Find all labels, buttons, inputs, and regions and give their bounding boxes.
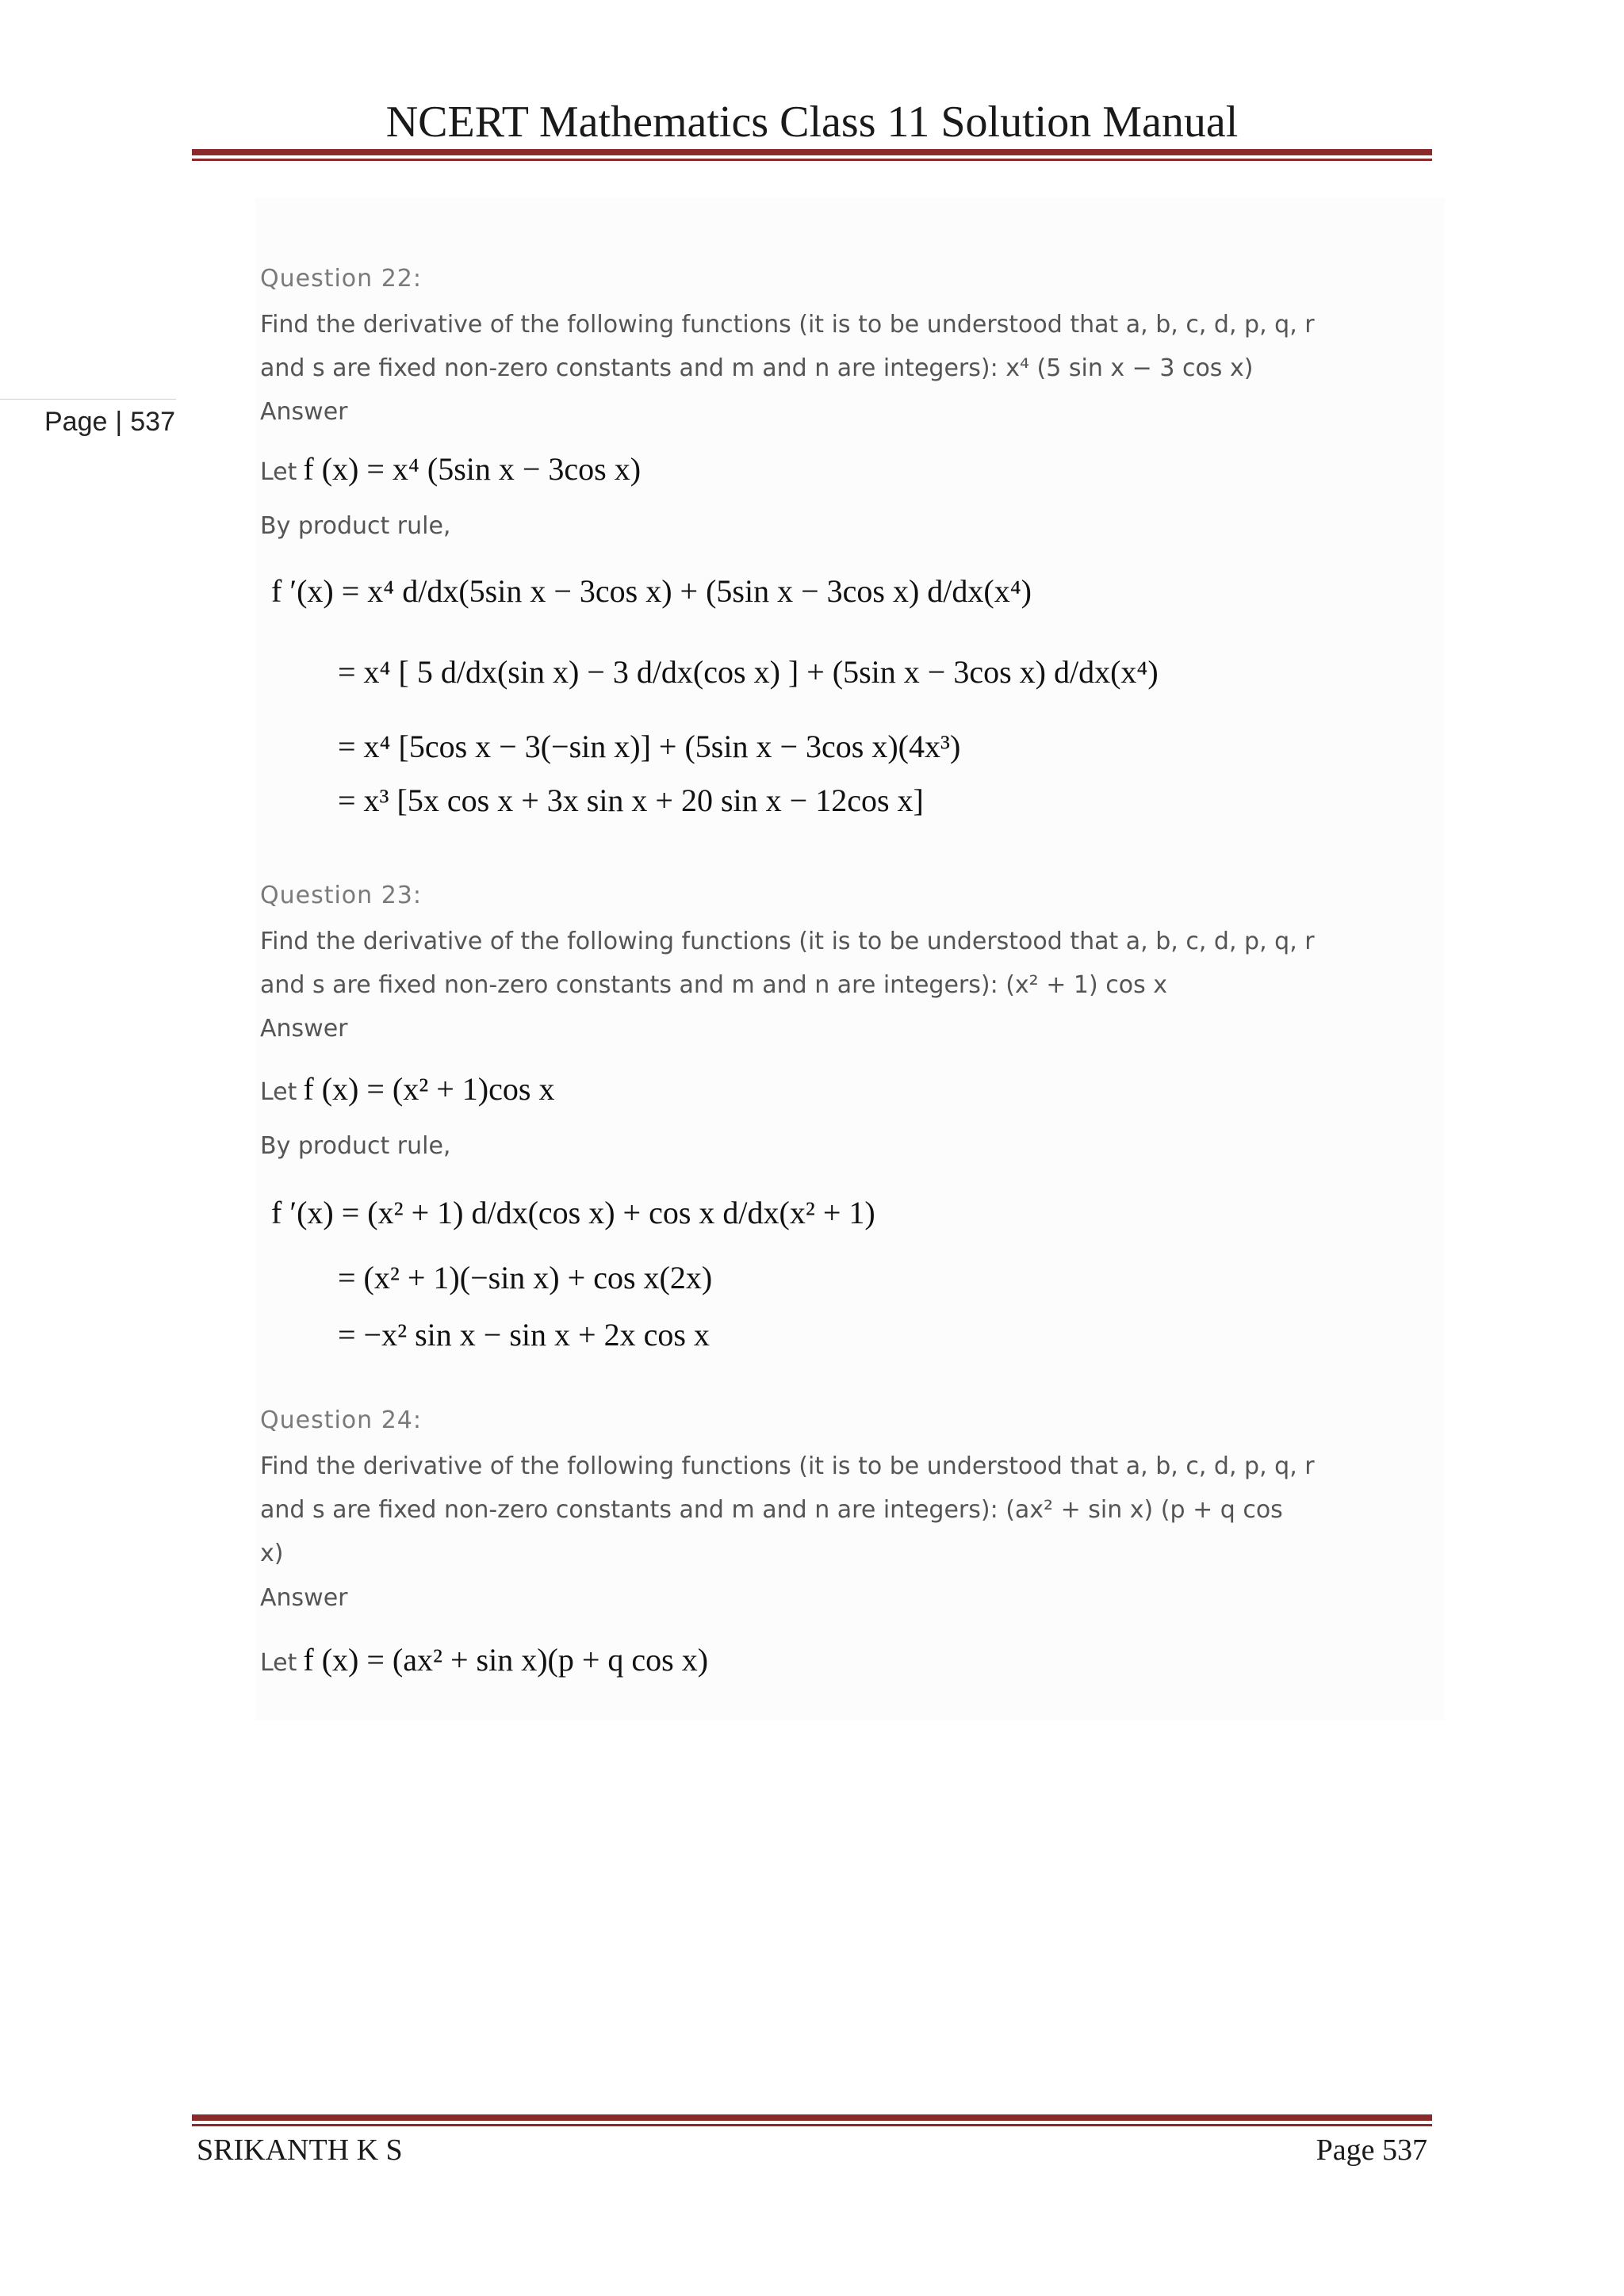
question-22-answer-label: Answer (260, 398, 348, 426)
question-22-function: f (x) = x⁴ (5sin x − 3cos x) (303, 451, 642, 487)
question-23-let (260, 1070, 554, 1108)
page-header-title: NCERT Mathematics Class 11 Solution Manual (385, 98, 1239, 147)
question-22-heading: Question 22: (260, 265, 422, 293)
question-23-rule: By product rule, (260, 1132, 451, 1160)
question-22-step-4: = x³ [5x cos x + 3x sin x + 20 sin x − 12cos x] (338, 783, 924, 818)
let-label: Let (260, 458, 297, 486)
side-page-value: 537 (130, 407, 175, 437)
footer-rule-thin (192, 2124, 1432, 2126)
question-22-rule: By product rule, (260, 512, 451, 540)
footer-page-number: Page 537 (1316, 2133, 1427, 2167)
footer-author: SRIKANTH K S (197, 2133, 403, 2167)
question-23-step-3: = −x² sin x − sin x + 2x cos x (338, 1317, 710, 1353)
question-24-line-2: and s are fixed non-zero constants and m and n are integers): (ax² + sin x) (p + q cos (260, 1496, 1283, 1524)
question-24-text (260, 1445, 1370, 1575)
question-22-step-2: = x⁴ [ 5 d/dx(sin x) − 3 d/dx(cos x) ] + (5sin x − 3cos x) d/dx(x⁴) (338, 654, 1159, 690)
question-22-let (260, 450, 641, 488)
question-22-step-3: = x⁴ [5cos x − 3(−sin x)] + (5sin x − 3cos x)(4x³) (338, 729, 961, 764)
footer-rule-thick (192, 2114, 1432, 2121)
side-divider (0, 399, 176, 400)
side-page-label: Page (44, 407, 108, 437)
question-24-line-3: x) (260, 1540, 284, 1567)
question-22-line-1: Find the derivative of the following functions (it is to be understood that a, b, c, d, p, q, r (260, 311, 1315, 339)
question-24-function: f (x) = (ax² + sin x)(p + q cos x) (303, 1642, 709, 1678)
question-23-text (260, 920, 1370, 1007)
question-24-let (260, 1641, 708, 1678)
question-23-answer-label: Answer (260, 1015, 348, 1043)
question-23-step-2: = (x² + 1)(−sin x) + cos x(2x) (338, 1260, 713, 1295)
question-24-answer-label: Answer (260, 1584, 348, 1612)
header-rule-thin (192, 159, 1432, 161)
let-label: Let (260, 1078, 297, 1106)
question-23-line-1: Find the derivative of the following functions (it is to be understood that a, b, c, d, p, q, r (260, 928, 1315, 955)
header-rule-thick (192, 149, 1432, 155)
question-23-heading: Question 23: (260, 882, 422, 909)
question-24-heading: Question 24: (260, 1406, 422, 1434)
question-23-step-1: f ′(x) = (x² + 1) d/dx(cos x) + cos x d/dx(x² + 1) (271, 1195, 875, 1230)
question-23-line-2: and s are fixed non-zero constants and m and n are integers): (x² + 1) cos x (260, 971, 1167, 999)
side-page-number (44, 407, 175, 438)
question-22-step-1: f ′(x) = x⁴ d/dx(5sin x − 3cos x) + (5sin x − 3cos x) d/dx(x⁴) (271, 573, 1032, 609)
question-22-text (260, 303, 1370, 390)
question-23-function: f (x) = (x² + 1)cos x (303, 1071, 555, 1107)
question-24-line-1: Find the derivative of the following functions (it is to be understood that a, b, c, d, p, q, r (260, 1452, 1315, 1480)
question-22-line-2: and s are fixed non-zero constants and m and n are integers): x⁴ (5 sin x − 3 cos x) (260, 354, 1254, 382)
let-label: Let (260, 1649, 297, 1677)
side-page-separator: | (115, 407, 123, 437)
